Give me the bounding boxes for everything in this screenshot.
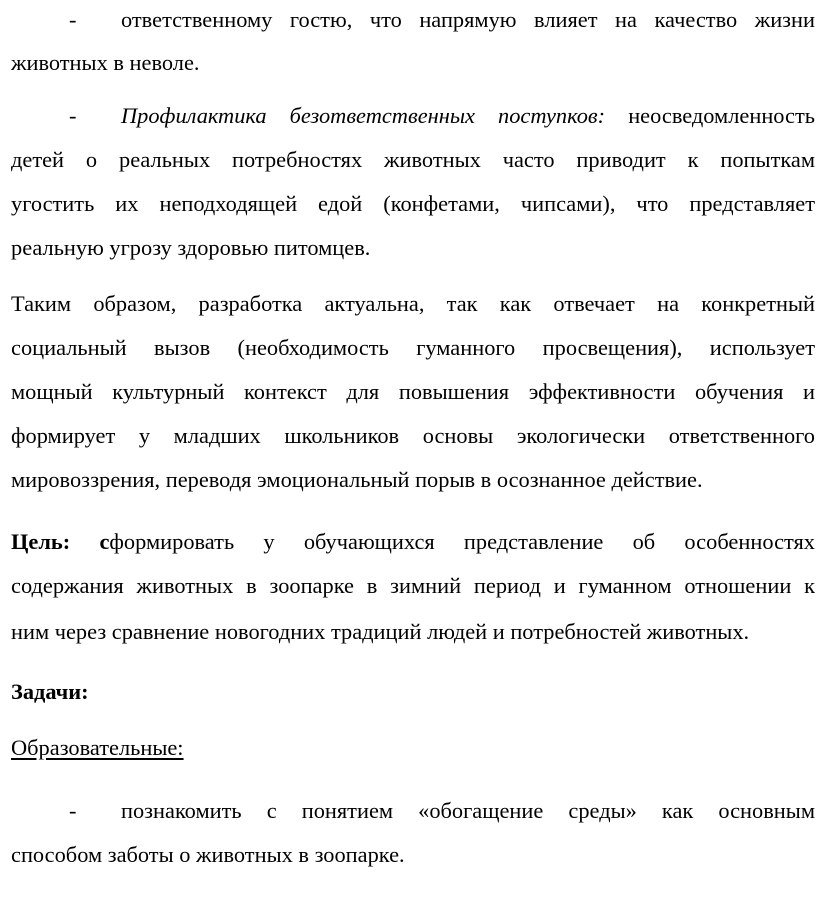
goal-label: Цель: (11, 529, 71, 554)
tasks-heading: Задачи: (11, 679, 89, 704)
paragraph-conclusion-line-1: Таким образом, разработка актуальна, так как отвечает на конкретный (11, 291, 815, 316)
task-item-text-1: познакомить с понятием «обогащение среды» как основным (121, 798, 815, 823)
task-item-line-1 (11, 796, 815, 826)
paragraph-conclusion-line-4: формирует у младших школьников основы экологически ответственного (11, 423, 815, 448)
bullet-dash: - (69, 103, 77, 128)
paragraph-conclusion-line-2: социальный вызов (необходимость гуманного просвещения), использует (11, 335, 815, 360)
goal-line-2: содержания животных в зоопарке в зимний период и гуманном отношении к (11, 573, 815, 598)
goal-line-3: ним через сравнение новогодних традиций людей и потребностей животных. (11, 619, 750, 644)
bullet-dash: - (69, 798, 77, 823)
paragraph-guest-line-1 (11, 5, 815, 35)
paragraph-prevention-line-2: детей о реальных потребностях животных часто приводит к попыткам (11, 147, 815, 172)
bullet-dash: - (69, 7, 77, 32)
paragraph-prevention-line-3: угостить их неподходящей едой (конфетами, чипсами), что представляет (11, 191, 815, 216)
paragraph-prevention-text-1 (121, 101, 815, 131)
paragraph-prevention-line-4: реальную угрозу здоровью питомцев. (11, 235, 371, 260)
goal-line1-rest: формировать у обучающихся представление об особенностях (109, 529, 815, 554)
goal-line-1 (11, 527, 815, 557)
paragraph-conclusion-line-3: мощный культурный контекст для повышения эффективности обучения и (11, 379, 815, 404)
task-item-line-2: способом заботы о животных в зоопарке. (11, 842, 405, 867)
prevention-italic-label: Профилактика безответственных поступков: (121, 103, 606, 128)
educational-heading-text: Образовательные: (11, 735, 184, 760)
paragraph-prevention-line-1 (11, 101, 815, 131)
goal-bold-letter: с (99, 529, 110, 554)
prevention-line1-rest: неосведомленность (628, 103, 815, 128)
paragraph-guest-text-1: ответственному гостю, что напрямую влияет на качество жизни (121, 7, 815, 32)
paragraph-guest-line-2: животных в неволе. (11, 50, 200, 75)
educational-heading (11, 733, 815, 763)
paragraph-conclusion-line-5: мировоззрения, переводя эмоциональный порыв в осознанное действие. (11, 467, 703, 492)
